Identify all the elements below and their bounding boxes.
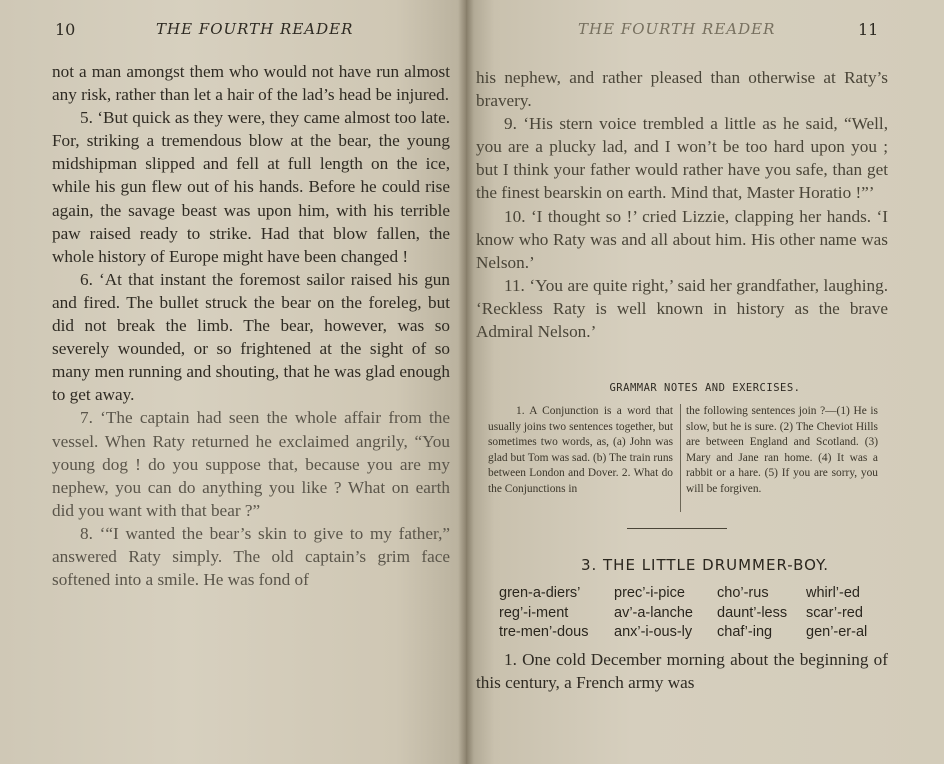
right-body-text	[476, 66, 888, 343]
right-paragraph: 10. ‘I thought so !’ cried Lizzie, clapping her hands. ‘I know who Raty was and all about him. His other name was Nelson.’	[476, 206, 888, 272]
spelling-word: chaf’-ing	[717, 624, 773, 641]
spelling-word: tre-men’-dous	[499, 624, 589, 641]
column-divider	[680, 404, 681, 512]
spelling-word: scar’-red	[806, 604, 863, 621]
left-page	[0, 0, 466, 764]
grammar-notes-text: the following sentences join ?—(1) He is slow, but he is sure. (2) The Cheviot Hills are between England and Scotland. (3) Mary and Jane ran home. (4) It was a rabbit or a hare. (5) If you are sorry, you will be forgiven.	[686, 405, 878, 495]
spelling-column	[717, 584, 787, 643]
book-gutter	[458, 0, 474, 764]
left-paragraph: not a man amongst them who would not have run almost any risk, rather than let a hair of the lad’s head be injured.	[52, 62, 450, 105]
spelling-word: cho’-rus	[717, 585, 769, 601]
spelling-word: gren-a-diers’	[499, 585, 581, 601]
right-paragraph: 11. ‘You are quite right,’ said her grandfather, laughing. ‘Reckless Raty is well known in history as the brave Admiral Nelson.’	[476, 275, 888, 342]
lesson-title: 3. THE LITTLE DRUMMER-BOY.	[580, 556, 830, 574]
lesson-body-text	[476, 648, 888, 694]
left-paragraph: 8. ‘“I wanted the bear’s skin to give to my father,” answered Raty simply. The old captain’s grim face softened into a smile. He was fond of	[52, 523, 450, 590]
section-divider	[627, 528, 727, 529]
spelling-word: av’-a-lanche	[614, 604, 693, 621]
left-paragraph: 5. ‘But quick as they were, they came almost too late. For, striking a tremendous blow at the bear, the young midshipman slipped and fell at full length on the ice, while his gun flew out of his hands. Before he could rise again, the savage beast was upon him, with his terrible paw raised ready to strike. Had that blow fallen, the whole history of Europe might have been changed !	[52, 108, 450, 266]
grammar-notes-heading: GRAMMAR NOTES AND EXERCISES.	[609, 382, 801, 394]
spelling-column	[499, 584, 588, 643]
spelling-word: reg’-i-ment	[499, 604, 569, 621]
spelling-column	[614, 584, 693, 643]
right-paragraph: 9. ‘His stern voice trembled a little as he said, “Well, you are a plucky lad, and I won’t be too hard upon you ; but I think your father would rather have you safe, than get the finest bearskin on earth. Mind that, Master Horatio !”’	[476, 114, 888, 203]
spelling-word: whirl’-ed	[806, 585, 860, 601]
right-running-head: THE FOURTH READER	[578, 20, 776, 38]
left-paragraph: 7. ‘The captain had seen the whole affair from the vessel. When Raty returned he exclaimed angrily, “You young dog ! do you suppose that, because you are my nephew, you can do anything you like ? What on earth did you want with that bear ?”	[52, 408, 450, 520]
right-page	[466, 0, 944, 764]
grammar-notes-text: 1. A Conjunction is a word that usually joins two sentences together, but sometimes two words, as, (a) John was glad but Tom was sad. (b) The train runs between London and Dover. 2. What do the Conjunctions in	[488, 405, 673, 495]
left-body-text	[52, 60, 450, 591]
spelling-word: prec’-i-pice	[614, 585, 685, 601]
left-running-head: THE FOURTH READER	[156, 20, 354, 38]
right-paragraph: his nephew, and rather pleased than otherwise at Raty’s bravery.	[476, 68, 888, 111]
left-page-number: 10	[55, 20, 76, 39]
spelling-word: anx’-i-ous-ly	[614, 624, 693, 641]
spelling-word: daunt’-less	[717, 604, 788, 621]
grammar-notes-column-1	[488, 404, 673, 498]
lesson-paragraph: 1. One cold December morning about the beginning of this century, a French army was	[476, 650, 888, 693]
spelling-word: gen’-er-al	[806, 624, 868, 641]
right-page-number: 11	[858, 20, 879, 39]
spelling-column	[806, 584, 867, 643]
grammar-notes-column-2	[686, 404, 878, 498]
left-paragraph: 6. ‘At that instant the foremost sailor raised his gun and fired. The bullet struck the bear on the foreleg, but did not break the limb. The bear, however, was so severely wounded, or so frightened at the sight of so many men running and shouting, that he was glad enough to get away.	[52, 269, 450, 405]
